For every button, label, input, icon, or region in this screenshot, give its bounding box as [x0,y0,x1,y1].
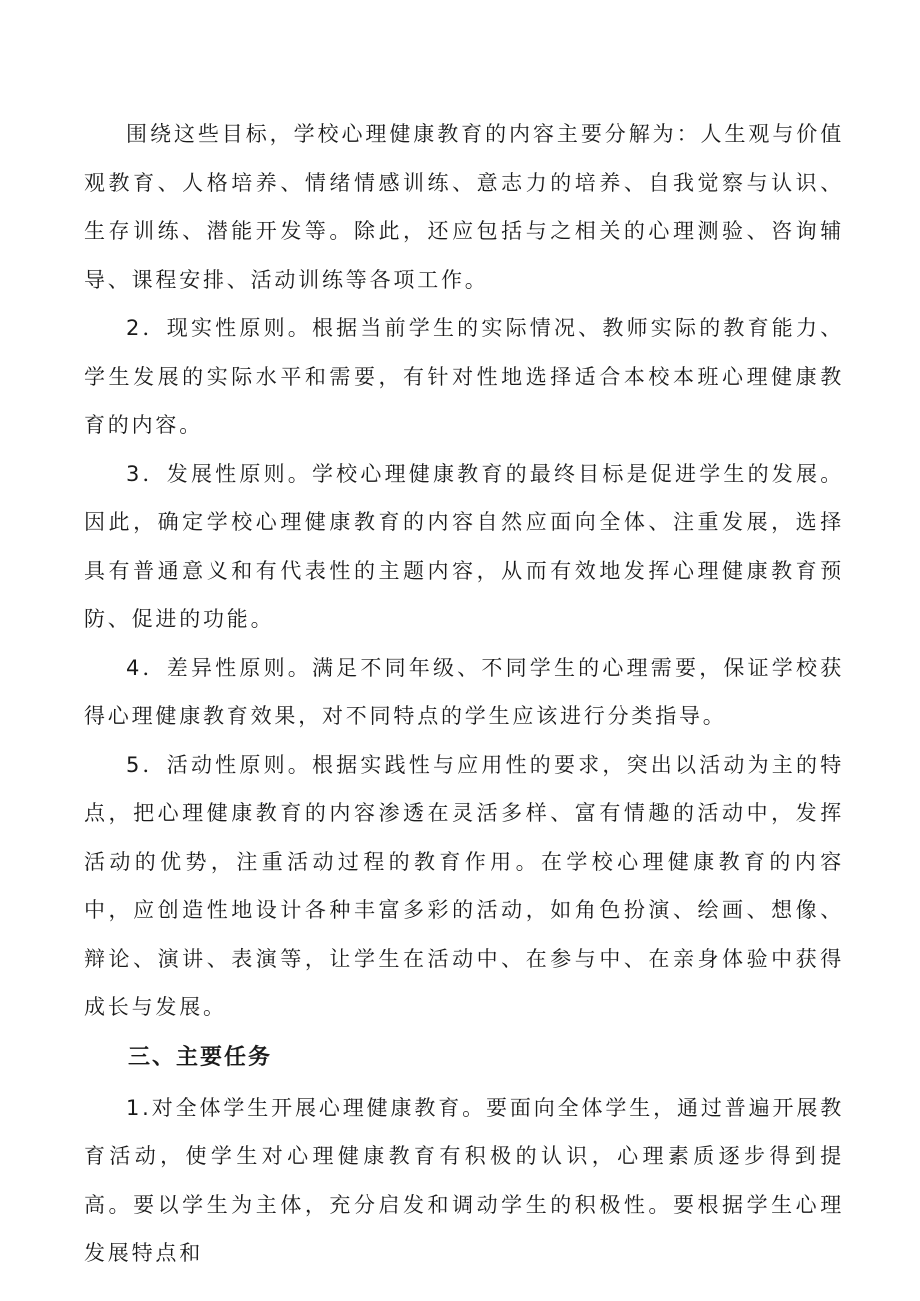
paragraph-difference-principle: 4．差异性原则。满足不同年级、不同学生的心理需要，保证学校获得心理健康教育效果，对不同特点的学生应该进行分类指导。 [84,655,844,728]
paragraph-task-one: 1.对全体学生开展心理健康教育。要面向全体学生，通过普遍开展教育活动，使学生对心理健康教育有积极的认识，心理素质逐步得到提高。要以学生为主体，充分启发和调动学生的积极性。要根据学生心理发展特点和 [84,1095,844,1265]
paragraph-content-decomposition: 围绕这些目标，学校心理健康教育的内容主要分解为：人生观与价值观教育、人格培养、情绪情感训练、意志力的培养、自我觉察与认识、生存训练、潜能开发等。除此，还应包括与之相关的心理测验、咨询辅导、课程安排、活动训练等各项工作。 [84,122,844,292]
document-body [84,110,844,1278]
paragraph-reality-principle: 2．现实性原则。根据当前学生的实际情况、教师实际的教育能力、学生发展的实际水平和需要，有针对性地选择适合本校本班心理健康教育的内容。 [84,316,844,437]
section-heading-main-tasks: 三、主要任务 [128,1044,273,1070]
paragraph-development-principle: 3．发展性原则。学校心理健康教育的最终目标是促进学生的发展。因此，确定学校心理健康教育的内容自然应面向全体、注重发展，选择具有普通意义和有代表性的主题内容，从而有效地发挥心理健康教育预防、促进的功能。 [84,461,844,631]
paragraph-activity-principle: 5．活动性原则。根据实践性与应用性的要求，突出以活动为主的特点，把心理健康教育的内容渗透在灵活多样、富有情趣的活动中，发挥活动的优势，注重活动过程的教育作用。在学校心理健康教育的内容中，应创造性地设计各种丰富多彩的活动，如角色扮演、绘画、想像、辩论、演讲、表演等，让学生在活动中、在参与中、在亲身体验中获得成长与发展。 [84,752,844,1019]
